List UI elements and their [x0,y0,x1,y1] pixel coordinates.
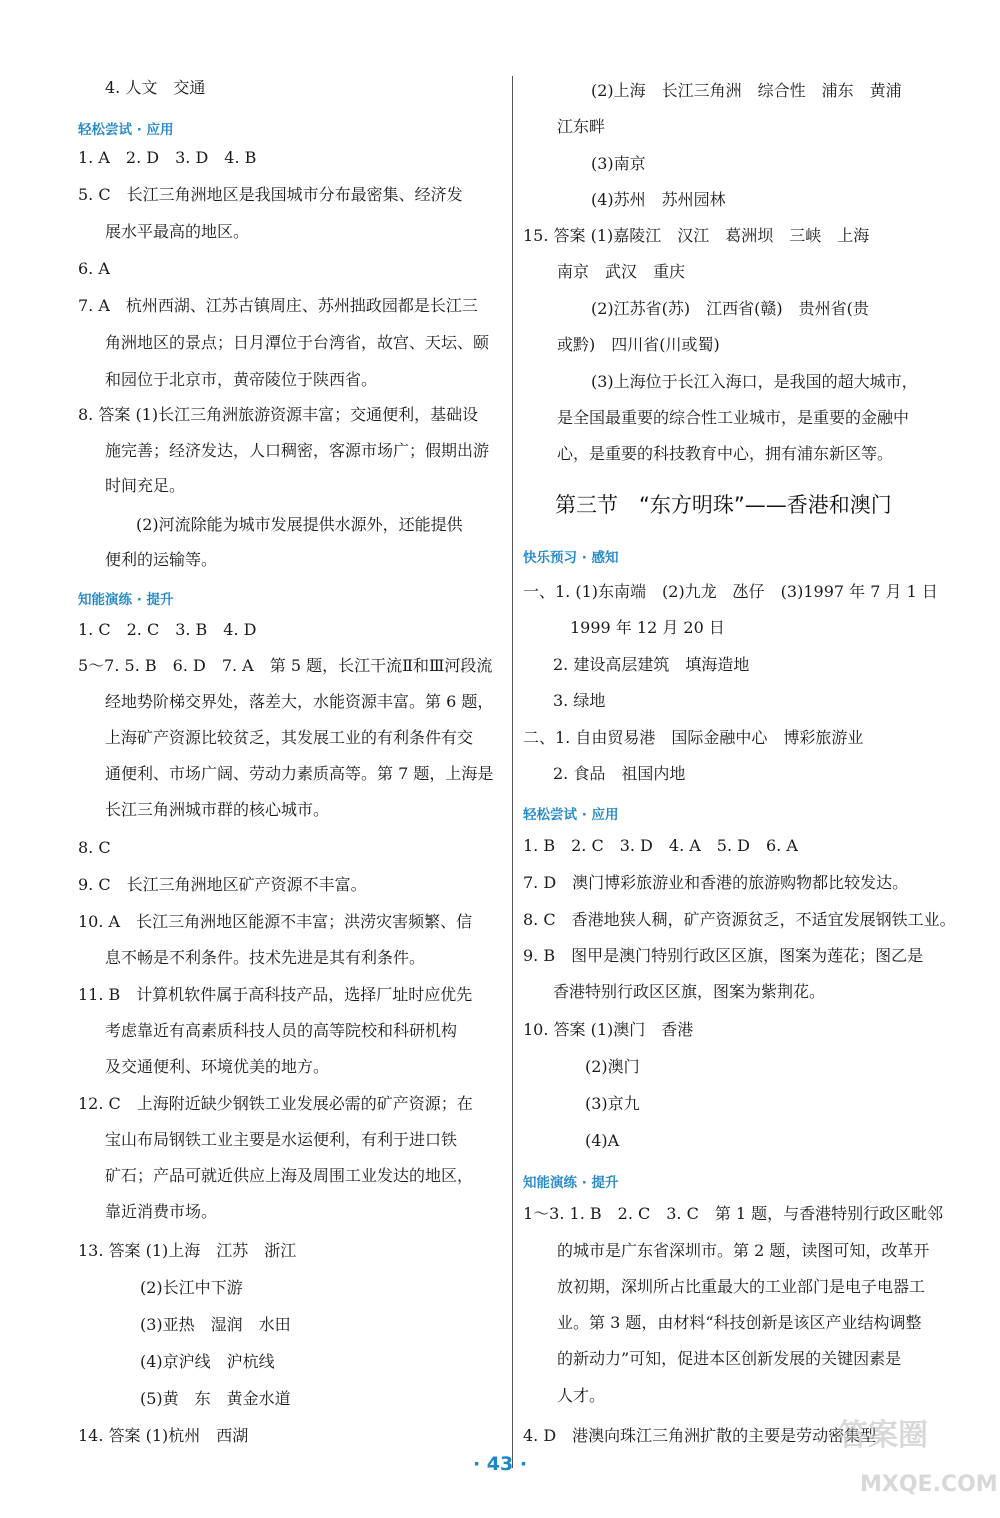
answer-line: 靠近消费市场。 [105,1202,218,1221]
column-divider [512,76,513,1468]
answer-line: 便利的运输等。 [105,550,218,569]
answer-line: 1999 年 12 月 20 日 [570,618,725,637]
answer-line: 9. B 图甲是澳门特别行政区区旗，图案为莲花；图乙是 [523,946,924,965]
answer-line: 心，是重要的科技教育中心，拥有浦东新区等。 [557,444,894,463]
answer-line: 或黔) 四川省(川或蜀) [557,335,720,354]
watermark-logo: 答案圈 [838,1418,928,1453]
answer-line: 的新动力”可知，促进本区创新发展的关键因素是 [557,1349,902,1368]
answer-line: 7. A 杭州西湖、江苏古镇周庄、苏州拙政园都是长江三 [78,296,478,315]
answer-line: 12. C 上海附近缺少钢铁工业发展必需的矿产资源；在 [78,1094,473,1113]
answer-line: 10. A 长江三角洲地区能源不丰富；洪涝灾害频繁、信 [78,912,473,931]
answer-line: 二、1. 自由贸易港 国际金融中心 博彩旅游业 [523,728,864,747]
answer-line: 长江三角洲城市群的核心城市。 [105,800,330,819]
answer-line: 2. 建设高层建筑 填海造地 [553,655,750,674]
answer-line: (4)京沪线 沪杭线 [140,1352,275,1371]
watermark-url: MXQE.COM [860,1472,998,1497]
answer-line: 5～7. 5. B 6. D 7. A 第 5 题，长江干流Ⅱ和Ⅲ河段流 [78,656,493,675]
answer-line: 和园位于北京市，黄帝陵位于陕西省。 [105,370,378,389]
answer-line: 及交通便利、环境优美的地方。 [105,1057,330,1076]
section-heading: 知能演练 · 提升 [78,592,174,608]
answer-line: 施完善；经济发达，人口稠密，客源市场广；假期出游 [105,441,490,460]
section-heading: 轻松尝试 · 应用 [78,122,174,138]
answer-line: (3)南京 [591,154,646,173]
answer-line: 1. A 2. D 3. D 4. B [78,148,257,167]
answer-line: 考虑靠近有高素质科技人员的高等院校和科研机构 [105,1021,458,1040]
answer-line: (3)亚热 湿润 水田 [140,1315,291,1334]
answer-line: (2)上海 长江三角洲 综合性 浦东 黄浦 [591,81,902,100]
answer-line: 1. C 2. C 3. B 4. D [78,620,257,639]
answer-line: 6. A [78,259,110,278]
answer-line: (2)长江中下游 [140,1278,243,1297]
answer-line: 4. D 港澳向珠江三角洲扩散的主要是劳动密集型 [523,1426,877,1445]
answer-line: (3)上海位于长江入海口，是我国的超大城市， [591,372,918,391]
answer-line: 8. 答案 (1)长江三角洲旅游资源丰富；交通便利，基础设 [78,405,479,424]
section-title: 第三节 “东方明珠”——香港和澳门 [555,493,892,517]
answer-line: 展水平最高的地区。 [105,222,250,241]
answer-line: (2)河流除能为城市发展提供水源外，还能提供 [136,515,463,534]
answer-line: 的城市是广东省深圳市。第 2 题，读图可知，改革开 [557,1241,930,1260]
answer-line: (3)京九 [585,1094,640,1113]
answer-line: 息不畅是不利条件。技术先进是其有利条件。 [105,948,426,967]
section-heading: 轻松尝试 · 应用 [523,807,619,823]
section-heading: 快乐预习 · 感知 [523,550,619,566]
answer-line: 香港特别行政区区旗，图案为紫荆花。 [553,982,826,1001]
answer-line: 业。第 3 题，由材料“科技创新是该区产业结构调整 [557,1313,922,1332]
answer-line: (4)A [585,1131,620,1150]
answer-line: (2)澳门 [585,1057,640,1076]
answer-line: 8. C [78,838,111,857]
answer-line: 宝山布局钢铁工业主要是水运便利，有利于进口铁 [105,1130,458,1149]
answer-line: 角洲地区的景点；日月潭位于台湾省，故宫、天坛、颐 [105,333,490,352]
answer-line: 1. B 2. C 3. D 4. A 5. D 6. A [523,836,798,855]
answer-line: 8. C 香港地狭人稠，矿产资源贫乏，不适宜发展钢铁工业。 [523,910,956,929]
answer-line: 2. 食品 祖国内地 [553,764,686,783]
answer-line: 5. C 长江三角洲地区是我国城市分布最密集、经济发 [78,185,463,204]
answer-line: 14. 答案 (1)杭州 西湖 [78,1426,249,1445]
answer-line: (5)黄 东 黄金水道 [140,1389,291,1408]
answer-line: 9. C 长江三角洲地区矿产资源不丰富。 [78,875,367,894]
answer-line: 1～3. 1. B 2. C 3. C 第 1 题，与香港特别行政区毗邻 [523,1204,944,1223]
answer-line: 一、1. (1)东南端 (2)九龙 氹仔 (3)1997 年 7 月 1 日 [523,582,938,601]
answer-line: 是全国最重要的综合性工业城市，是重要的金融中 [557,408,910,427]
answer-line: (4)苏州 苏州园林 [591,190,726,209]
answer-line: 矿石；产品可就近供应上海及周围工业发达的地区， [105,1166,474,1185]
answer-line: 13. 答案 (1)上海 江苏 浙江 [78,1241,297,1260]
answer-line: 时间充足。 [105,476,186,495]
answer-line: 南京 武汉 重庆 [557,262,686,281]
page-number: · 43 · [472,1453,528,1475]
answer-line: 15. 答案 (1)嘉陵江 汉江 葛洲坝 三峡 上海 [523,226,870,245]
answer-line: 经地势阶梯交界处，落差大，水能资源丰富。第 6 题， [105,692,494,711]
answer-line: 11. B 计算机软件属于高科技产品，选择厂址时应优先 [78,985,473,1004]
answer-line: 江东畔 [557,117,606,136]
answer-line: 上海矿产资源比较贫乏，其发展工业的有利条件有交 [105,728,474,747]
answer-line: 3. 绿地 [553,691,606,710]
answer-line: (2)江苏省(苏) 江西省(赣) 贵州省(贵 [591,299,869,318]
answer-line: 10. 答案 (1)澳门 香港 [523,1020,694,1039]
answer-line: 放初期，深圳所占比重最大的工业部门是电子电器工 [557,1277,926,1296]
section-heading: 知能演练 · 提升 [523,1175,619,1191]
answer-line: 7. D 澳门博彩旅游业和香港的旅游购物都比较发达。 [523,873,909,892]
answer-line: 人才。 [557,1386,606,1405]
answer-line: 4. 人文 交通 [105,78,206,97]
answer-line: 通便利、市场广阔、劳动力素质高等。第 7 题，上海是 [105,764,494,783]
